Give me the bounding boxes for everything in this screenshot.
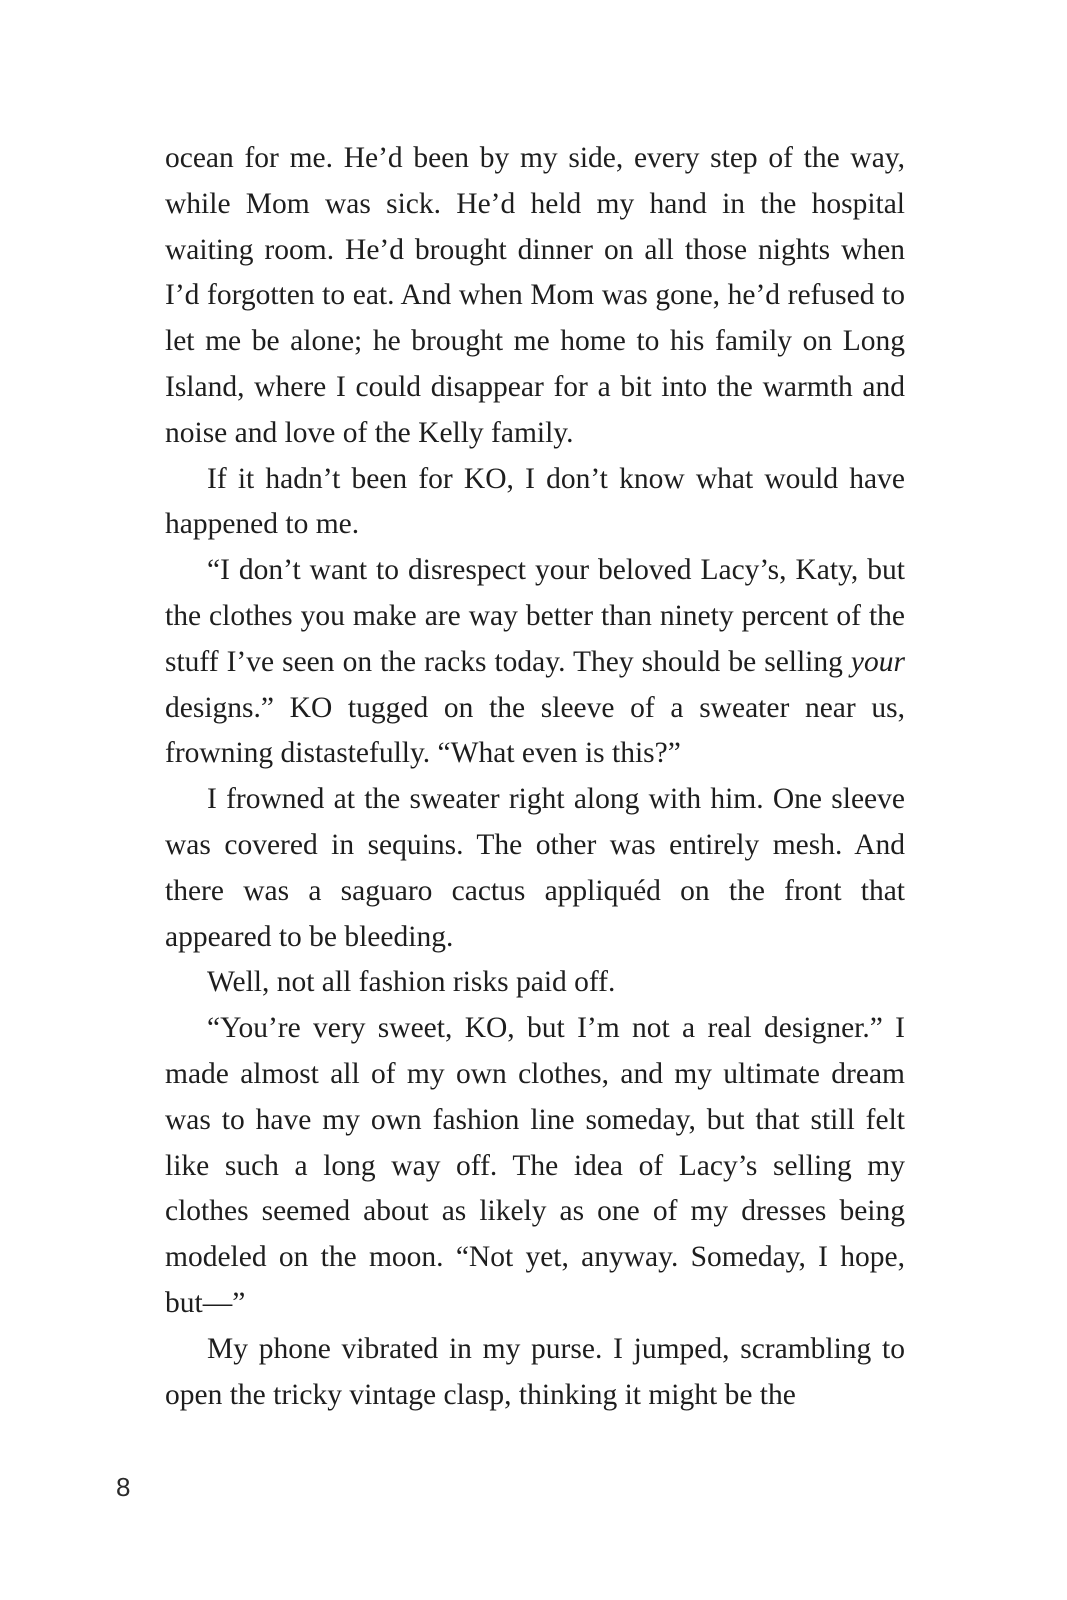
paragraph-2: If it hadn’t been for KO, I don’t know what would have happened to me.: [165, 462, 905, 541]
paragraph-7: My phone vibrated in my purse. I jumped, scrambling to open the tricky vintage clasp, thinking it might be the: [165, 1332, 905, 1411]
paragraph-4: I frowned at the sweater right along with him. One sleeve was covered in sequins. The other was entirely mesh. And there was a saguaro cactus appliquéd on the front that appeared to be bleeding.: [165, 783, 905, 953]
paragraph-3-emphasis: your: [850, 645, 905, 678]
paragraph-3: [165, 548, 905, 777]
paragraph-3-part-2: designs.” KO tugged on the sleeve of a sweater near us, frowning distastefully. “What even is this?”: [165, 691, 905, 770]
paragraph-3-part-1: “I don’t want to disrespect your beloved Lacy’s, Katy, but the clothes you make are way better than ninety percent of the stuff I’ve seen on the racks today. They should be selling: [165, 554, 905, 678]
page-number: 8: [116, 1472, 131, 1502]
paragraph-5: Well, not all fashion risks paid off.: [207, 966, 616, 999]
paragraph-6: “You’re very sweet, KO, but I’m not a real designer.” I made almost all of my own clothes, and my ultimate dream was to have my own fashion line someday, but that still felt like such a long way off. The idea of Lacy’s selling my clothes seemed about as likely as one of my dresses being modeled on the moon. “Not yet, anyway. Someday, I hope, but—”: [165, 1012, 905, 1319]
paragraph-1: ocean for me. He’d been by my side, every step of the way, while Mom was sick. He’d held my hand in the hospital waiting room. He’d brought dinner on all those nights when I’d forgotten to eat. And when Mom was gone, he’d refused to let me be alone; he brought me home to his family on Long Island, where I could disappear for a bit into the warmth and noise and love of the Kelly family.: [165, 142, 905, 449]
body-text: [165, 136, 905, 1418]
